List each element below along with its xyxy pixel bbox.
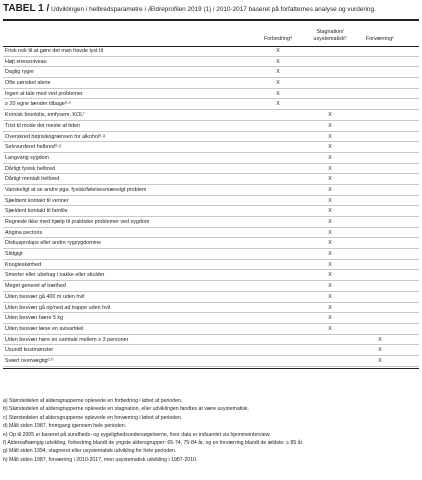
table-number: TABEL 1 / xyxy=(3,4,50,14)
row-mark: X xyxy=(328,261,332,268)
row-mark: X xyxy=(378,347,382,354)
table-title: Udviklingen i helbredsparametre i Ældreprofilen 2019 (1) i 2010-2017 baseret på forfatternes analyse og vurdering. xyxy=(51,6,376,13)
row-mark: X xyxy=(276,58,280,65)
row-mark: X xyxy=(328,325,332,332)
header-forvaerring: Forværringᶜ xyxy=(365,36,395,42)
row-mark: X xyxy=(328,154,332,161)
table-row xyxy=(3,174,419,185)
row-label: Diskusprolaps eller andre rygsygdomme xyxy=(5,240,102,247)
table-row xyxy=(3,132,419,143)
header-stagnation-line1: Stagnation/ xyxy=(316,29,344,35)
row-mark: X xyxy=(276,48,280,54)
row-mark: X xyxy=(328,186,332,193)
row-mark: X xyxy=(328,283,332,290)
footnote: a) Størstedelen af aldersgrupperne oplevede en forbedring i løbet af perioden. xyxy=(3,398,183,404)
row-mark: X xyxy=(328,304,332,311)
row-label: ≥ 20 egne tænder tilbageᵈ·ᵉ xyxy=(5,101,71,108)
footnote: c) Størstedelen af aldersgrupperne oplevede en forværring i løbet af perioden. xyxy=(3,414,183,421)
table-body xyxy=(3,46,419,367)
table-row xyxy=(3,67,419,78)
row-mark: X xyxy=(378,336,382,343)
table-row xyxy=(3,303,419,314)
row-mark: X xyxy=(328,240,332,247)
table-row xyxy=(3,185,419,196)
row-mark: X xyxy=(328,122,332,129)
footnote: h) Målt siden 1987, forværring i 2010-2017, men usystematisk udvikling i 1987-2010. xyxy=(3,456,198,463)
table-row xyxy=(3,121,419,132)
row-mark: X xyxy=(328,176,332,183)
row-label: Kronisk bronkitis, emfysem, KOLᶠ xyxy=(5,112,85,119)
row-mark: X xyxy=(328,251,332,258)
row-label: Vanskeligt at se andre pga. fysisk/følelsesmæssigt problem xyxy=(5,186,147,193)
row-label: Sjældent kontakt til familie xyxy=(5,208,68,215)
row-label: Uden besvær læse en avisartikel xyxy=(5,325,84,332)
table-row xyxy=(3,196,419,207)
row-label: Regnede ikke med hjælp til praktiske problemer ved sygdom xyxy=(5,219,150,225)
table-row xyxy=(3,89,419,100)
row-mark: X xyxy=(328,208,332,215)
row-label: Slidgigt xyxy=(5,251,23,258)
row-label: Overskred højrisikogrænsen for alkoholᵈ·ᵍ xyxy=(5,133,105,140)
table-row xyxy=(3,110,419,121)
row-mark: X xyxy=(328,165,332,172)
row-label: Frisk nok til at gøre det man havde lyst til xyxy=(5,48,103,54)
row-mark: X xyxy=(328,272,332,279)
top-rule xyxy=(3,19,419,21)
row-mark: X xyxy=(328,112,332,119)
row-label: Dårligt mentalt helbred xyxy=(5,176,60,183)
row-mark: X xyxy=(276,80,280,87)
row-label: Sjældent kontakt til venner xyxy=(5,197,69,204)
row-mark: X xyxy=(276,69,280,76)
table-row xyxy=(3,78,419,89)
row-mark: X xyxy=(328,144,332,151)
table-row xyxy=(3,281,419,292)
table-row xyxy=(3,270,419,281)
table-row xyxy=(3,249,419,260)
table-row xyxy=(3,313,419,324)
table-row xyxy=(3,292,419,303)
table-row xyxy=(3,217,419,228)
row-mark: X xyxy=(328,229,332,236)
row-mark: X xyxy=(378,357,382,364)
row-mark: X xyxy=(328,197,332,204)
footnote: e) Op til 2005 er baseret på sundheds- og sygelighedsundersøgelserne, hvor data er indsamlet via hjemmeinterview. xyxy=(3,431,271,438)
footnote: f) Aldersafhængig udvikling, forbedring blandt de yngste aldersgrupper: 65-74, 75-84 år, og en forværring blandt de ældste: ≥ 85 år. xyxy=(3,440,304,447)
header-stagnation xyxy=(303,29,357,43)
table-row xyxy=(3,99,419,110)
table-row xyxy=(3,335,419,346)
row-label: Daglig ryger xyxy=(5,69,35,76)
row-mark: X xyxy=(328,219,332,225)
row-label: Meget generet af træthed xyxy=(5,283,66,290)
table-row xyxy=(3,356,419,367)
table-header xyxy=(3,24,419,47)
table-row xyxy=(3,142,419,153)
row-label: Usundt kostmønster xyxy=(5,347,54,354)
row-label: Ofte uønsket alene xyxy=(5,80,51,87)
table-row xyxy=(3,238,419,249)
row-label: Uden besvær gå op/ned ad trappe uden hvil xyxy=(5,304,111,311)
row-label: Uden besvær høre en samtale mellem ≥ 3 personer xyxy=(5,336,129,343)
table-row xyxy=(3,324,419,335)
row-label: Uden besvær gå 400 m uden hvil xyxy=(5,293,85,300)
row-mark: X xyxy=(276,90,280,97)
footnotes xyxy=(3,397,419,464)
bottom-rule xyxy=(3,368,419,369)
row-mark: X xyxy=(328,293,332,300)
row-label: Ingen at tale med ved problemer xyxy=(5,90,83,97)
header-forbedring: Forbedringᵃ xyxy=(263,36,293,42)
row-label: Trist til mode det meste af tiden xyxy=(5,122,81,129)
table-row xyxy=(3,206,419,217)
row-mark: X xyxy=(276,101,280,108)
table-caption xyxy=(3,4,419,15)
row-label: Langvarig sygdom xyxy=(5,154,50,161)
table-row xyxy=(3,345,419,356)
row-mark: X xyxy=(328,133,332,140)
row-label: Højt stressniveau xyxy=(5,58,47,65)
table-row xyxy=(3,164,419,175)
footnote: g) Målt siden 1994, stagneret eller usystematisk udvikling for hele perioden. xyxy=(3,448,177,455)
header-stagnation-line2: usystematiskᵇ xyxy=(313,36,347,42)
table-row xyxy=(3,153,419,164)
table-row xyxy=(3,228,419,239)
row-label: Uden besvær bære 5 kg xyxy=(5,315,64,322)
table-row xyxy=(3,260,419,271)
table-row xyxy=(3,46,419,57)
row-label: Smerter eller ubehag i nakke eller skulder xyxy=(5,272,105,279)
footnote: d) Målt siden 1987, fremgang igennem hele perioden. xyxy=(3,423,127,430)
row-label: Knogleskørhed xyxy=(5,261,42,268)
row-label: Dårligt fysisk helbred xyxy=(5,165,56,172)
table-row xyxy=(3,57,419,68)
row-mark: X xyxy=(328,315,332,322)
row-label: Svært overvægtigᵈ·ʰ xyxy=(5,357,54,364)
row-label: Selvvurderet helbredᵈ·ᵍ xyxy=(5,144,61,151)
footnote: b) Størstedelen af aldersgrupperne oplevede en stagnation, eller udviklingen fandtes at være usystematisk. xyxy=(3,406,249,413)
row-label: Angina pectoris xyxy=(5,229,43,236)
